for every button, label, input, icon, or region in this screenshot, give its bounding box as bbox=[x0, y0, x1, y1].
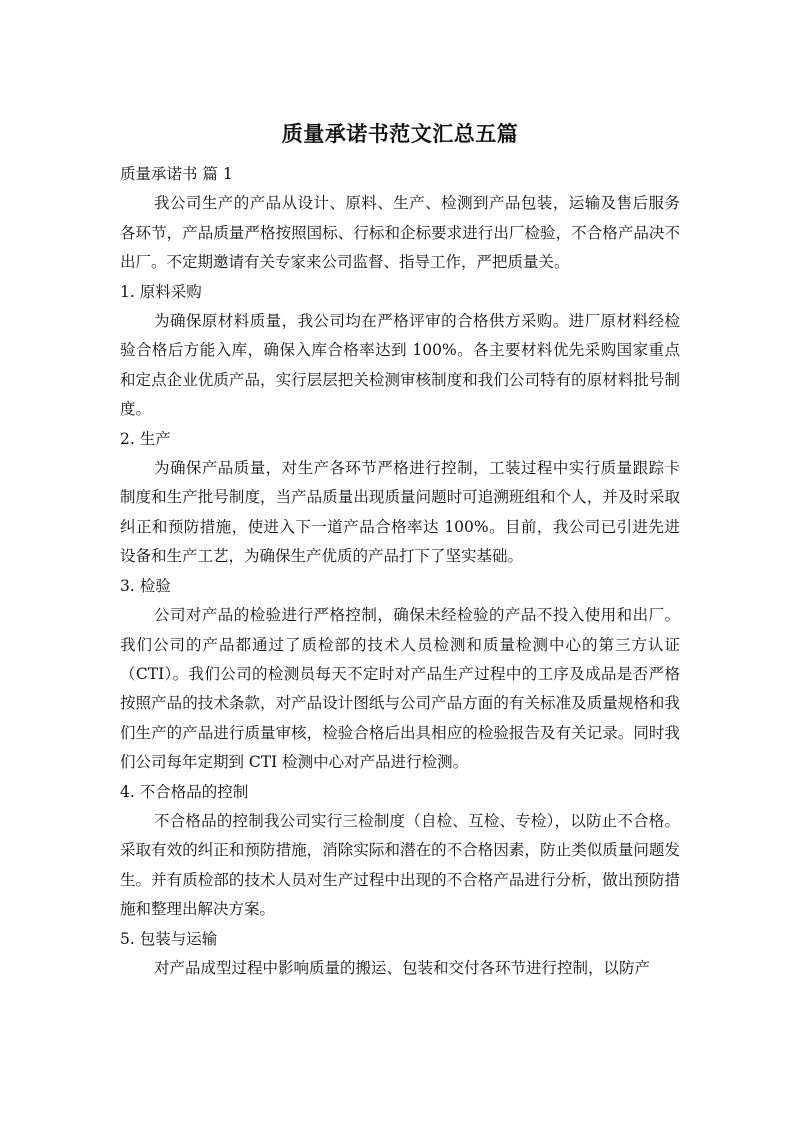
section-body-production: 为确保产品质量，对生产各环节严格进行控制，工装过程中实行质量跟踪卡制度和生产批号制度，当产品质量出现质量问题时可追溯班组和个人，并及时采取纠正和预防措施，使进入下一道产品合格率达 100%。目前，我公司已引进先进设备和生产工艺，为确保生产优质的产品打下了坚实基础。 bbox=[120, 459, 680, 566]
section-heading-nonconforming: 4. 不合格品的控制 bbox=[120, 782, 249, 801]
section-body-raw-materials: 为确保原材料质量，我公司均在严格评审的合格供方采购。进厂原材料经检验合格后方能入库，确保入库合格率达到 100%。各主要材料优先采购国家重点和定点企业优质产品，实行层层把关检测审核制度和我们公司特有的原材料批号制度。 bbox=[120, 312, 680, 419]
section-body-inspection: 公司对产品的检验进行严格控制，确保未经检验的产品不投入使用和出厂。我们公司的产品都通过了质检部的技术人员检测和质量检测中心的第三方认证（CTI）。我们公司的检测员每天不定时对产品生产过程中的工序及成品是否严格按照产品的技术条款，对产品设计图纸与公司产品方面的有关标准及质量规格和我们生产的产品进行质量审核，检验合格后出具相应的检验报告及有关记录。同时我们公司每年定期到 CTI 检测中心对产品进行检测。 bbox=[120, 606, 680, 772]
section-heading-raw-materials: 1. 原料采购 bbox=[120, 282, 202, 301]
section-body-nonconforming: 不合格品的控制我公司实行三检制度（自检、互检、专检），以防止不合格。采取有效的纠正和预防措施，消除实际和潜在的不合格因素，防止类似质量问题发生。并有质检部的技术人员对生产过程中出现的不合格产品进行分析，做出预防措施和整理出解决方案。 bbox=[120, 811, 680, 919]
subheading: 质量承诺书 篇 1 bbox=[120, 165, 233, 183]
section-heading-inspection: 3. 检验 bbox=[120, 576, 171, 595]
section-body-packaging: 对产品成型过程中影响质量的搬运、包装和交付各环节进行控制，以防产 bbox=[154, 958, 651, 977]
document-title: 质量承诺书范文汇总五篇 bbox=[281, 122, 519, 146]
document-body bbox=[120, 160, 680, 983]
intro-paragraph: 我公司生产的产品从设计、原料、生产、检测到产品包装，运输及售后服务各环节，产品质量严格按照国标、行标和企标要求进行出厂检验，不合格产品决不出厂。不定期邀请有关专家来公司监督、指导工作，严把质量关。 bbox=[120, 194, 680, 272]
section-heading-packaging: 5. 包装与运输 bbox=[120, 929, 218, 948]
section-heading-production: 2. 生产 bbox=[120, 429, 171, 448]
